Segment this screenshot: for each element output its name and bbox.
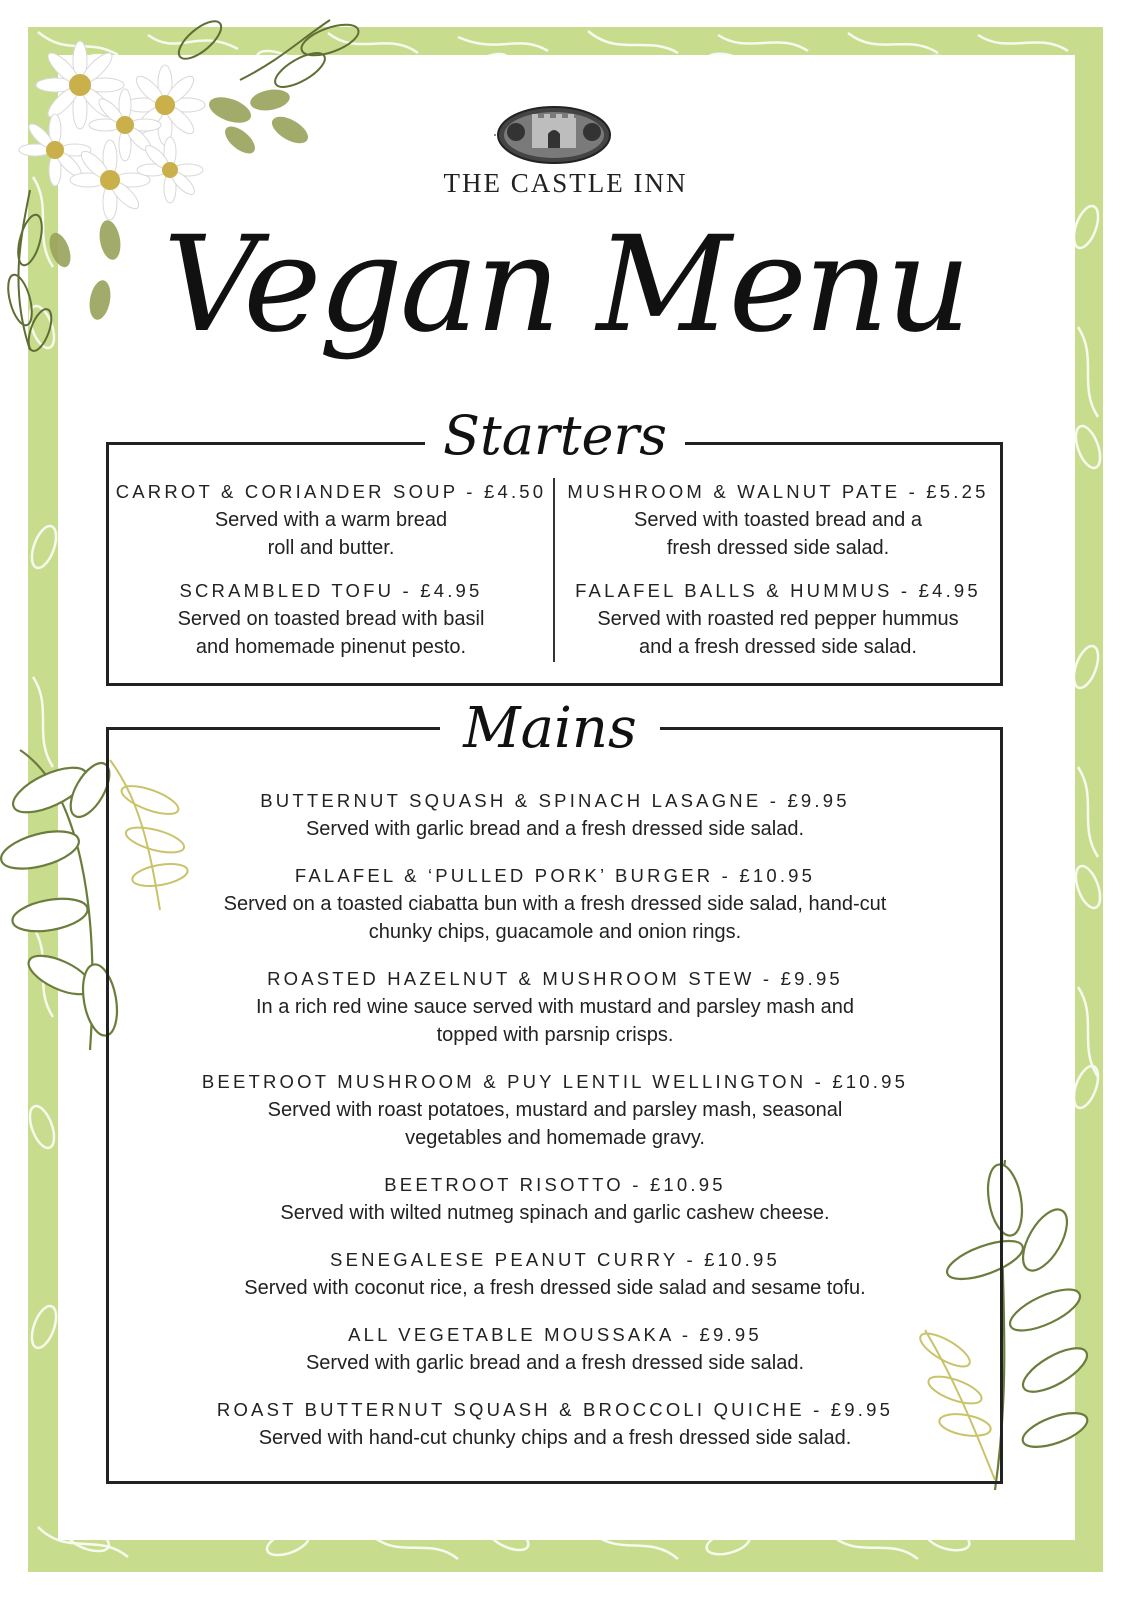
item-description: and homemade pinenut pesto. [195,636,467,658]
item-name: CARROT & CORIANDER SOUP - £4.50 [115,481,547,502]
menu-item [110,478,552,562]
item-description: Served with roast potatoes, mustard and parsley mash, seasonal [267,1099,843,1121]
item-name: ALL VEGETABLE MOUSSAKA - £9.95 [348,1324,762,1345]
mains-heading: Mains [440,690,660,770]
item-description: Served with garlic bread and a fresh dressed side salad. [305,1352,805,1374]
menu-item [110,1321,1000,1377]
starters-left-column [110,478,552,661]
mains-list [110,787,1000,1452]
menu-title: Vegan Menu [163,208,968,362]
menu-item [110,1068,1000,1152]
item-name: ROASTED HAZELNUT & MUSHROOM STEW - £9.95 [267,968,843,989]
item-description: chunky chips, guacamole and onion rings. [368,921,742,943]
item-name: ROAST BUTTERNUT SQUASH & BROCCOLI QUICHE - £9.95 [216,1399,894,1420]
item-name: SCRAMBLED TOFU - £4.95 [179,580,483,601]
menu-item [110,787,1000,843]
column-divider [553,478,555,662]
menu-item [110,577,552,661]
starters-heading: Starters [425,400,685,474]
menu-item [110,1246,1000,1302]
item-description: Served with wilted nutmeg spinach and garlic cashew cheese. [280,1202,830,1224]
item-name: BEETROOT RISOTTO - £10.95 [384,1174,726,1195]
item-name: SENEGALESE PEANUT CURRY - £10.95 [330,1249,780,1270]
item-description: Served with coconut rice, a fresh dressed side salad and sesame tofu. [244,1277,866,1299]
item-description: topped with parsnip crisps. [436,1024,674,1046]
item-description: Served on toasted bread with basil [177,608,485,630]
item-description: roll and butter. [267,537,395,559]
item-description: Served with hand-cut chunky chips and a fresh dressed side salad. [258,1427,852,1449]
starters-right-column [556,478,1000,661]
item-name: MUSHROOM & WALNUT PATE - £5.25 [567,481,989,502]
restaurant-name: THE CASTLE INN [443,168,688,198]
item-name: FALAFEL BALLS & HUMMUS - £4.95 [575,580,981,601]
item-name: BEETROOT MUSHROOM & PUY LENTIL WELLINGTON - £10.95 [201,1071,909,1092]
item-description: Served with toasted bread and a [634,509,922,531]
item-name: BUTTERNUT SQUASH & SPINACH LASAGNE - £9.95 [260,790,850,811]
castle-engraving-icon [494,104,614,166]
item-description: and a fresh dressed side salad. [639,636,917,658]
menu-item [556,478,1000,562]
item-description: Served on a toasted ciabatta bun with a fresh dressed side salad, hand-cut [223,893,887,915]
menu-item [556,577,1000,661]
item-description: fresh dressed side salad. [666,537,890,559]
item-description: vegetables and homemade gravy. [405,1127,705,1149]
castle-logo [494,104,614,166]
item-name: FALAFEL & ‘PULLED PORK’ BURGER - £10.95 [294,865,816,886]
menu-item [110,862,1000,946]
menu-item [110,1171,1000,1227]
item-description: Served with garlic bread and a fresh dressed side salad. [305,818,805,840]
menu-item [110,1396,1000,1452]
menu-item [110,965,1000,1049]
item-description: Served with a warm bread [214,509,448,531]
item-description: Served with roasted red pepper hummus [597,608,959,630]
item-description: In a rich red wine sauce served with mustard and parsley mash and [255,996,855,1018]
